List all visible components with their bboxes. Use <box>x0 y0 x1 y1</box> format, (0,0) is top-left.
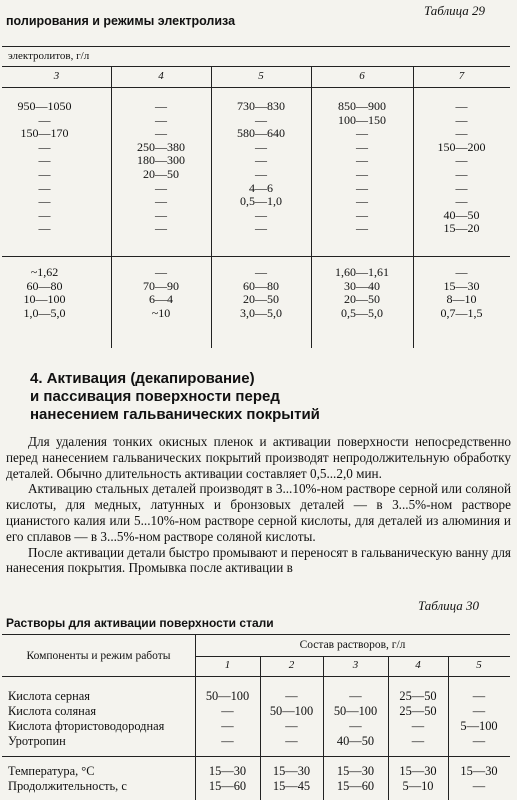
table29-top-rule <box>2 46 510 47</box>
table30-cell: — <box>221 734 234 748</box>
table30-cell: — <box>221 719 234 733</box>
table30-col-number: 4 <box>415 659 421 671</box>
table29-col-number: 4 <box>158 70 164 82</box>
table29-block2-col7: — 15—30 8—10 0,7—1,5 <box>440 265 483 320</box>
table29-block1-col7: — — — 150—200 — — — — 40—50 15—20 <box>437 99 486 236</box>
table29-col-number: 7 <box>458 70 465 82</box>
table30-cell: 15—60 <box>208 779 247 793</box>
section-title-line: и пассивация поверхности перед <box>30 388 280 405</box>
table29-col-number: 5 <box>258 70 264 82</box>
table29-subheader-rule <box>2 66 510 67</box>
section-body <box>6 434 511 576</box>
table30-row-label: Кислота соляная <box>8 704 97 718</box>
table30-cell: 25—50 <box>399 704 437 718</box>
table30-block-rule <box>2 756 510 757</box>
table30-header-components: Компоненты и режим работы <box>26 650 171 662</box>
table30-cell: 40—50 <box>336 734 375 748</box>
table30-cell: 15—60 <box>336 779 375 793</box>
section-title-line: нанесением гальванических покрытий <box>30 406 320 423</box>
table29-block1-col5: 730—830 — 580—640 — — — 4—6 0,5—1,0 — — <box>237 99 285 236</box>
table29-block1-col6: 850—900 100—150 — — — — — — — — <box>338 99 386 236</box>
table30-cell: 15—30 <box>272 764 311 778</box>
table30-cell: 50—100 <box>269 704 314 718</box>
table30-col-number: 2 <box>288 659 295 671</box>
table30-col-number: 1 <box>224 659 231 671</box>
table30-row-label: Продолжительность, с <box>8 779 127 793</box>
table29-block-rule <box>2 256 510 257</box>
paragraph: После активации детали быстро промывают и переносят в гальваническую ванну для нанесения покрытия. Промывка после активации в <box>6 544 511 576</box>
table30-top-rule <box>2 634 510 635</box>
table30-cell: 15—30 <box>336 764 375 778</box>
table30-header-rule <box>2 676 510 677</box>
table30-header-composition: Состав растворов, г/л <box>299 639 406 651</box>
table30-row-label: Кислота серная <box>8 689 90 703</box>
table30-number: Таблица 30 <box>418 598 480 613</box>
table29-number: Таблица 29 <box>424 3 486 18</box>
table30-cell: 50—100 <box>205 689 250 703</box>
table29-block2-col5: — 60—80 20—50 3,0—5,0 <box>240 265 282 320</box>
table29-block2-col3: ~1,62 60—80 10—100 1,0—5,0 <box>23 265 66 320</box>
table30-subheader-rule <box>195 656 510 657</box>
table30-cell: — <box>285 689 298 703</box>
table30-cell: — <box>349 689 362 703</box>
table30-cell: — <box>349 719 362 733</box>
table29-header-rule <box>2 87 510 88</box>
table29-heading: полирования и режимы электролиза <box>6 14 236 28</box>
table30-cell: 25—50 <box>399 689 437 703</box>
table30-cell: 15—30 <box>399 764 437 778</box>
table30-title: Растворы для активации поверхности стали <box>6 616 274 630</box>
table30-cell: 50—100 <box>333 704 378 718</box>
table29-block2-col4: — 70—90 6—4 ~10 <box>143 265 179 320</box>
table29-block1-col4: — — — 250—380 180—300 20—50 — — — — <box>137 99 185 236</box>
table30-cell: — <box>472 704 486 718</box>
table30-col-number: 3 <box>352 659 359 671</box>
table30-cell: 5—100 <box>460 719 498 733</box>
table30-cell: — <box>411 734 425 748</box>
table30-row-label: Уротропин <box>8 734 66 748</box>
table30-cell: 15—30 <box>208 764 247 778</box>
section-title-line: 4. Активация (декапирование) <box>30 370 255 387</box>
table29-subheader: электролитов, г/л <box>8 50 90 62</box>
table30-cell: — <box>285 734 298 748</box>
table30-row-label: Температура, °С <box>8 764 95 778</box>
table30-cell: 5—10 <box>402 779 434 793</box>
table30-cell: — <box>221 704 234 718</box>
table30-col-number: 5 <box>476 659 482 671</box>
table30-cell: — <box>472 734 486 748</box>
table30-cell: 15—30 <box>460 764 498 778</box>
table29-block1-col3: 950—1050 — 150—170 — — — — — — — <box>17 99 72 236</box>
table30-cell: — <box>411 719 425 733</box>
table29-col-number: 6 <box>359 70 365 82</box>
table29-block2-col6: 1,60—1,61 30—40 20—50 0,5—5,0 <box>335 265 389 320</box>
table30-cell: — <box>472 779 486 793</box>
table30-row-label: Кислота фтористоводородная <box>8 719 165 733</box>
section-title <box>30 370 320 424</box>
table30-cell: — <box>285 719 298 733</box>
table29-col-number: 3 <box>53 70 60 82</box>
table30-cell: — <box>472 689 486 703</box>
paragraph: Для удаления тонких окисных пленок и активации поверхности непосредственно перед нанесением гальванических покрытий производят непродолжительную обработку деталей. Обычно длительность активации составляет 0,5...2,0 мин. <box>6 434 511 481</box>
table30-cell: 15—45 <box>272 779 311 793</box>
paragraph: Активацию стальных деталей производят в 3...10%-ном растворе серной или соляной кислоты, для медных, латунных и бронзовых деталей — в 3...5%-ном растворе цианистого калия или 5...10%-ном растворе серной кислоты, для деталей из алюминия и его сплавов — в 3...5%-ном растворе соляной кислоты. <box>6 481 511 544</box>
